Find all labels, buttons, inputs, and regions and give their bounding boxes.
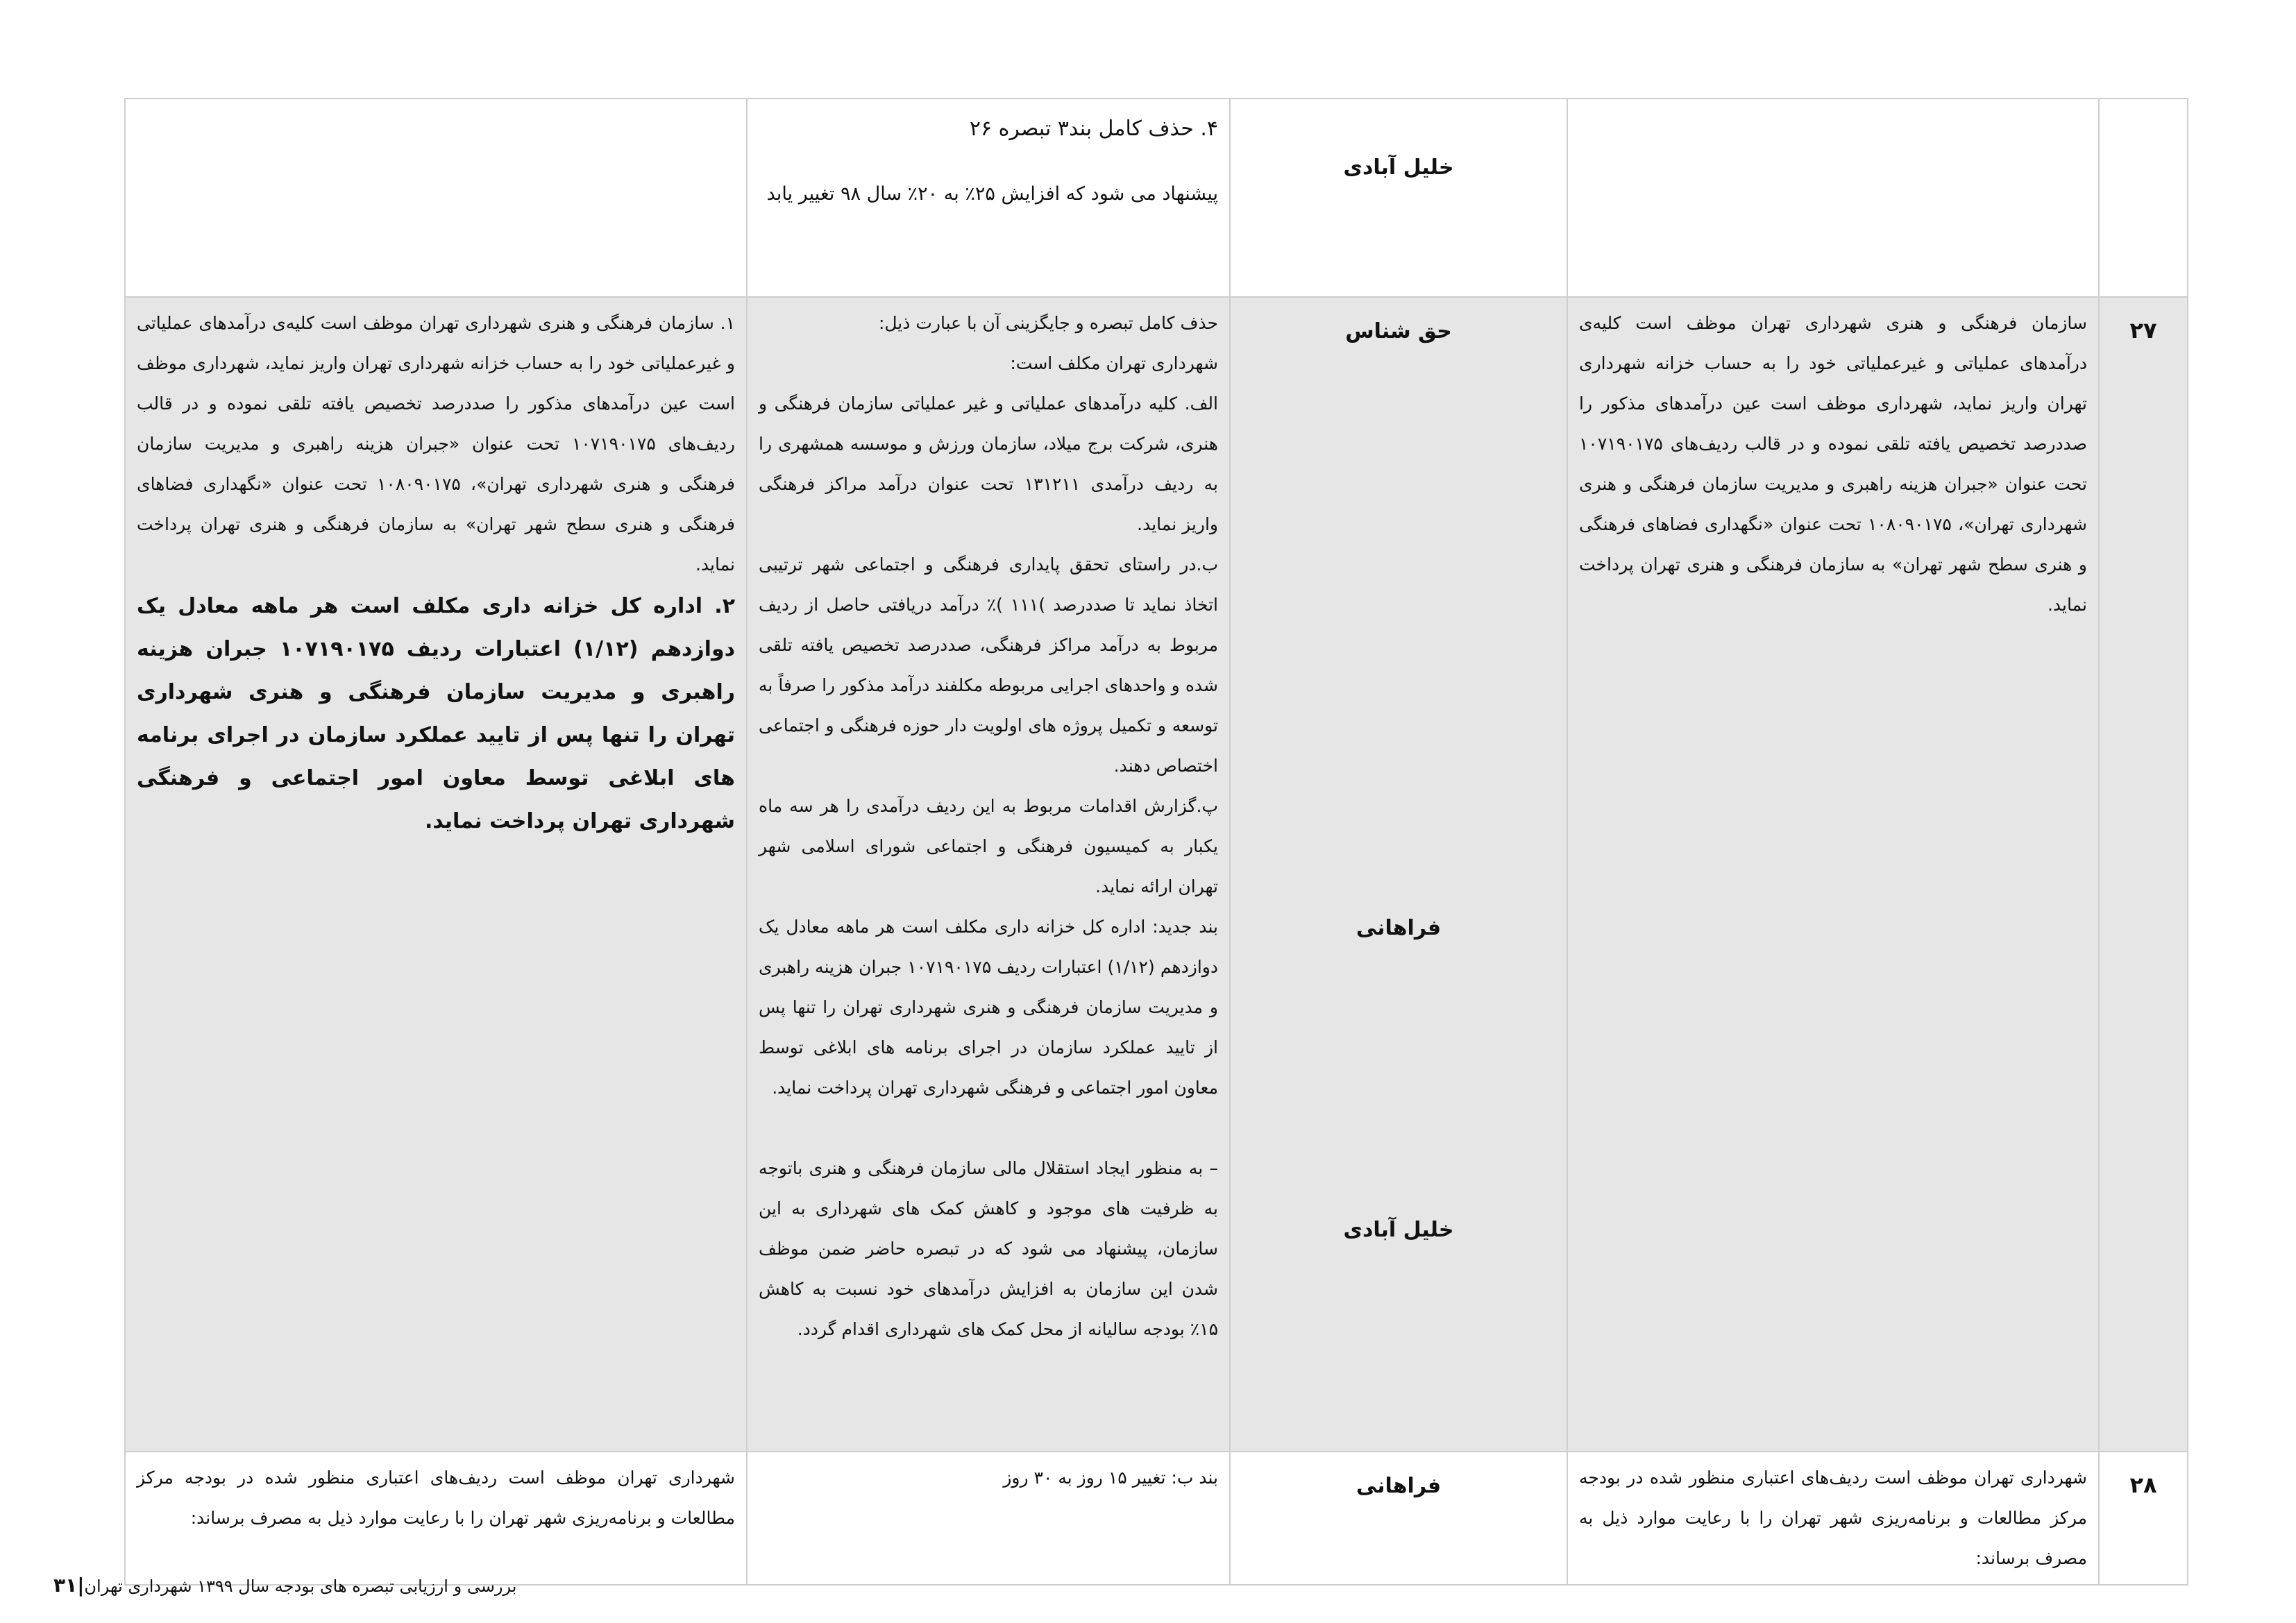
proposal-paragraph: ب.در راستای تحقق پایداری فرهنگی و اجتماعی شهر ترتیبی اتخاذ نماید تا صددرصد )۱۱۱ )٪ درآمد دریافتی حاصل از ردیف مربوط به درآمد مراکز فرهنگی، صددرصد تخصیص یافته تلقی شده و واحدهای اجرایی مربوطه مکلفند درآمد مذکور را صرفاً به توسعه و تکمیل پروژه های اولویت دار حوزه فرهنگی و اجتماعی اختصاص دهند. — [759, 554, 1218, 776]
proposal-paragraph: بند ب: تغییر ۱۵ روز به ۳۰ روز — [1003, 1468, 1218, 1488]
final-paragraph: شهرداری تهران موظف است ردیف‌های اعتباری منظور شده در بودجه مرکز مطالعات و برنامه‌ریزی شهر تهران را با رعایت موارد ذیل به مصرف برساند: — [137, 1468, 735, 1528]
final-text-cell — [125, 297, 747, 1452]
proposal-paragraph: – به منظور ایجاد استقلال مالی سازمان فرهنگی و هنری باتوجه به ظرفیت های موجود و کاهش کمک های شهرداری به این سازمان، پیشنهاد می شود که در تبصره حاضر ضمن موظف شدن این سازمان به افزایش درآمدهای خود نسبت به کاهش ۱۵٪ بودجه سالیانه از محل کمک های شهرداری اقدام گردد. — [759, 1158, 1218, 1339]
proposal-paragraph: شهرداری تهران مکلف است: — [1010, 353, 1218, 373]
proposer-name: خلیل آبادی — [1343, 155, 1454, 180]
proposer-name: حق شناس — [1345, 319, 1452, 343]
row-number: ۲۸ — [2099, 1452, 2188, 1585]
final-paragraph-bold: ۲. اداره کل خزانه داری مکلف است هر ماهه معادل یک دوازدهم (۱/۱۲) اعتبارات ردیف ۱۰۷۱۹۰۱۷۵ جبران هزینه راهبری و مدیریت سازمان فرهنگی و هنری شهرداری تهران را تنها پس از تایید عملکرد سازمان در اجرای برنامه های ابلاغی توسط معاون امور اجتماعی و فرهنگی شهرداری تهران پرداخت نماید. — [137, 594, 735, 833]
table-row — [125, 99, 2188, 297]
proposal-paragraph: ۴. حذف کامل بند۳ تبصره ۲۶ — [969, 117, 1218, 141]
proposal-paragraph: حذف کامل تبصره و جایگزینی آن با عبارت ذیل: — [878, 313, 1218, 333]
proposal-paragraph: الف. کلیه درآمدهای عملیاتی و غیر عملیاتی سازمان فرهنگی و هنری، شرکت برج میلاد، سازمان ورزش و موسسه همشهری را به ردیف درآمدی ۱۳۱۲۱۱ تحت عنوان درآمد مراکز فرهنگی واریز نماید. — [759, 393, 1218, 534]
table-row — [125, 1452, 2188, 1585]
page-number: ۳۱ — [53, 1574, 78, 1597]
row-number: ۲۷ — [2099, 297, 2188, 1452]
original-paragraph: سازمان فرهنگی و هنری شهرداری تهران موظف است کلیه‌ی درآمدهای عملیاتی و غیرعملیاتی خود را به حساب خزانه شهرداری تهران واریز نماید، شهرداری موظف است عین درآمدهای مذکور را صددرصد تخصیص یافته تلقی نموده و در قالب ردیف‌های ۱۰۷۱۹۰۱۷۵ تحت عنوان «جبران هزینه راهبری و مدیریت سازمان فرهنگی و هنری شهرداری تهران»، ۱۰۸۰۹۰۱۷۵ تحت عنوان «نگهداری فضاهای فرهنگی و هنری سطح شهر تهران» به سازمان فرهنگی و هنری تهران پرداخت نماید. — [1579, 313, 2087, 615]
proposal-cell — [747, 297, 1230, 1452]
original-text-cell — [1567, 1452, 2099, 1585]
budget-review-table — [124, 98, 2188, 1586]
proposer-cell — [1230, 99, 1567, 297]
final-paragraph: ۱. سازمان فرهنگی و هنری شهرداری تهران موظف است کلیه‌ی درآمدهای عملیاتی و غیرعملیاتی خود را به حساب خزانه شهرداری تهران واریز نماید، شهرداری موظف است عین درآمدهای مذکور را صددرصد تخصیص یافته تلقی نموده و در قالب ردیف‌های ۱۰۷۱۹۰۱۷۵ تحت عنوان «جبران هزینه راهبری و مدیریت سازمان فرهنگی و هنری شهرداری تهران»، ۱۰۸۰۹۰۱۷۵ تحت عنوان «نگهداری فضاهای فرهنگی و هنری سطح شهر تهران» به سازمان فرهنگی و هنری تهران پرداخت نماید. — [137, 313, 736, 575]
footer-title: بررسی و ارزیابی تبصره های بودجه سال ۱۳۹۹ شهرداری تهران — [84, 1577, 517, 1596]
page-footer: بررسی و ارزیابی تبصره های بودجه سال ۱۳۹۹ شهرداری تهران|۳۱ — [53, 1574, 517, 1597]
proposer-name: فراهانی — [1356, 916, 1442, 940]
proposal-cell — [747, 99, 1230, 297]
original-paragraph: شهرداری تهران موظف است ردیف‌های اعتباری منظور شده در بودجه مرکز مطالعات و برنامه‌ریزی شهر تهران را با رعایت موارد ذیل به مصرف برساند: — [1579, 1468, 2087, 1568]
final-text-cell — [125, 1452, 747, 1585]
proposer-name: خلیل آبادی — [1343, 1218, 1454, 1242]
final-text-cell — [125, 99, 747, 297]
proposer-cell — [1230, 297, 1567, 1452]
proposal-cell — [747, 1452, 1230, 1585]
proposer-cell — [1230, 1452, 1567, 1585]
original-text-cell — [1567, 297, 2099, 1452]
proposal-paragraph: پیشنهاد می شود که افزایش ۲۵٪ به ۲۰٪ سال ۹۸ تغییر یابد — [766, 183, 1218, 205]
original-text-cell — [1567, 99, 2099, 297]
table-row — [125, 297, 2188, 1452]
proposal-paragraph: پ.گزارش اقدامات مربوط به این ردیف درآمدی را هر سه ماه یکبار به کمیسیون فرهنگی و اجتماعی شورای اسلامی شهر تهران ارائه نماید. — [759, 796, 1218, 897]
proposal-paragraph: بند جدید: اداره کل خزانه داری مکلف است هر ماهه معادل یک دوازدهم (۱/۱۲) اعتبارات ردیف ۱۰۷۱۹۰۱۷۵ جبران هزینه راهبری و مدیریت سازمان فرهنگی و هنری شهرداری تهران را تنها پس از تایید عملکرد سازمان در اجرای برنامه های ابلاغی توسط معاون امور اجتماعی و فرهنگی شهرداری تهران پرداخت نماید. — [759, 917, 1218, 1098]
row-number — [2099, 99, 2188, 297]
proposer-name: فراهانی — [1356, 1474, 1442, 1498]
